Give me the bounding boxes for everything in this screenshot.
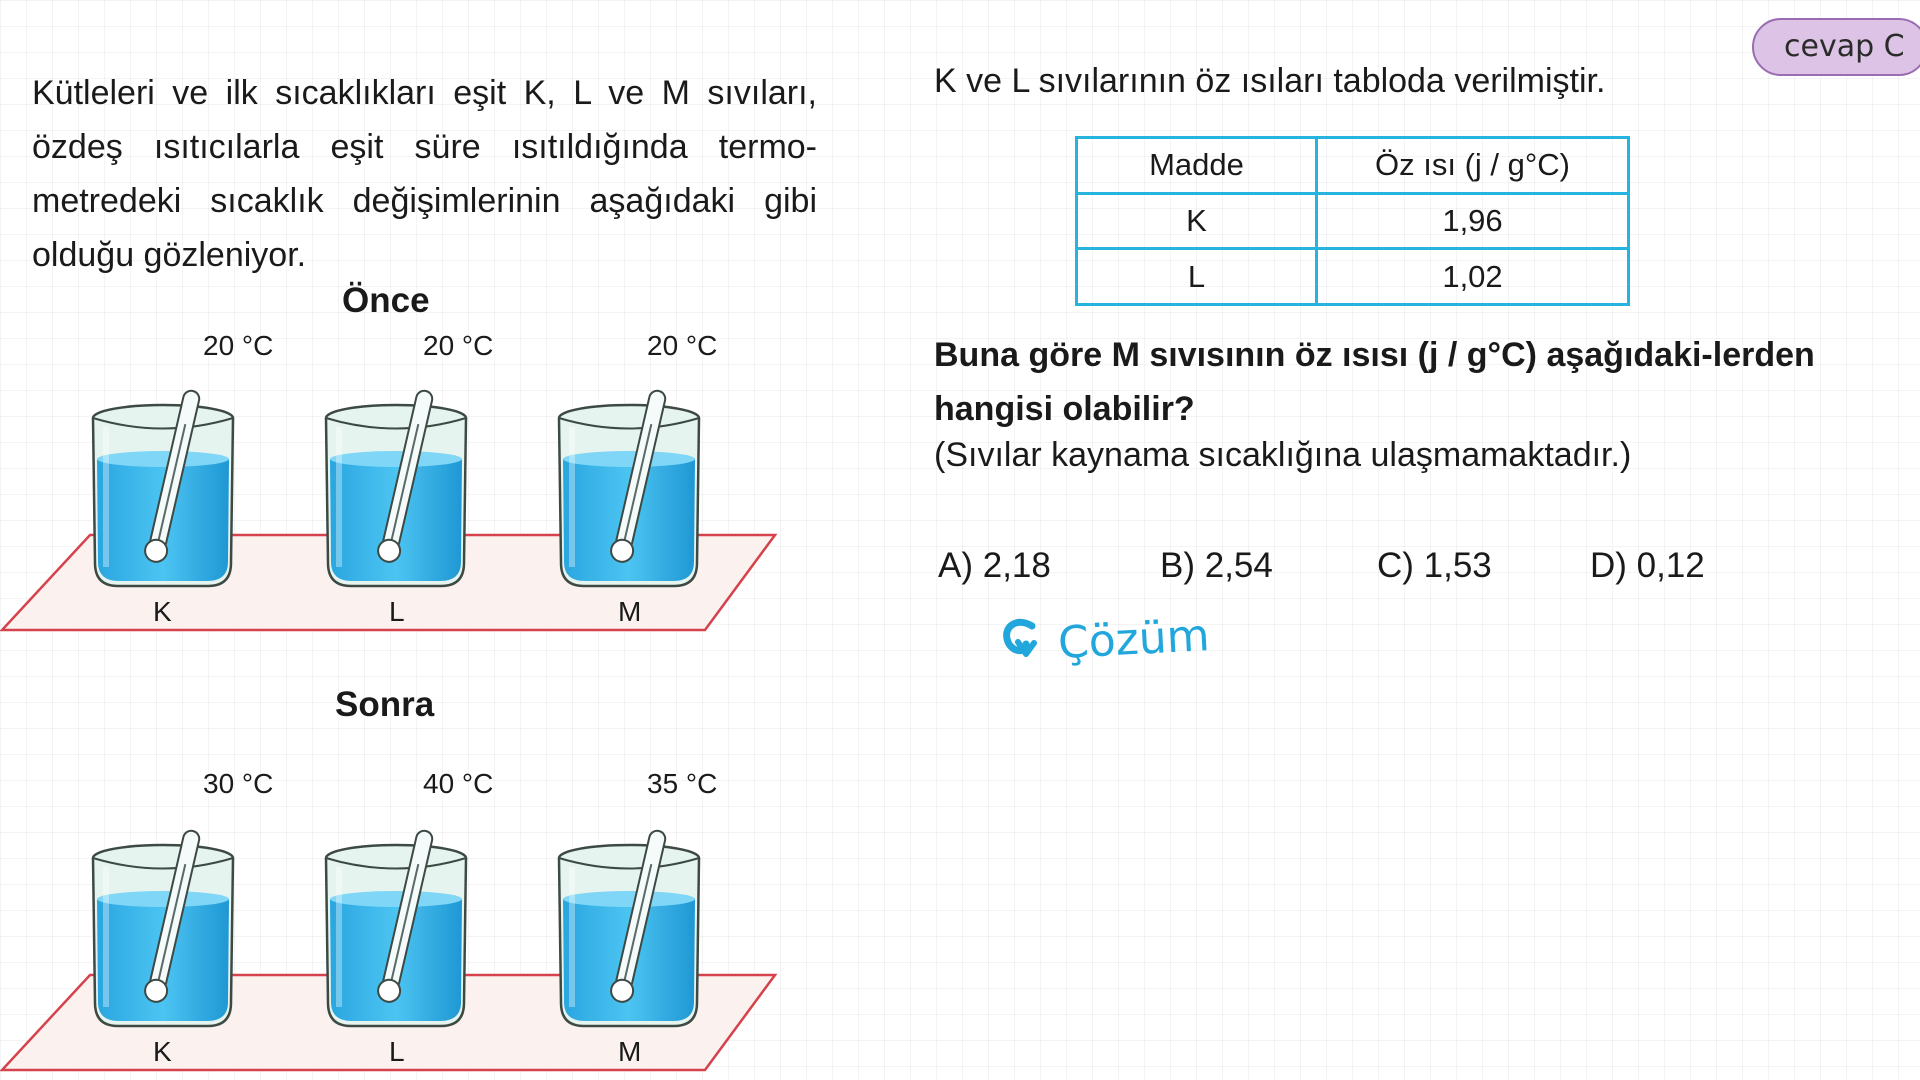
beaker-l-after: [326, 829, 466, 1026]
after-heading: Sonra: [335, 685, 435, 724]
table-header-substance: Madde: [1077, 138, 1317, 194]
beaker-label-l-before: L: [389, 596, 405, 627]
table-row: [1077, 249, 1629, 305]
beaker-label-m-before: M: [618, 596, 642, 627]
option-d[interactable]: D) 0,12: [1590, 546, 1705, 585]
table-intro: K ve L sıvılarının öz ısıları tabloda verilmiştir.: [934, 62, 1606, 100]
option-c[interactable]: C) 1,53: [1377, 546, 1492, 585]
table-header-specific-heat: Öz ısı (j / g°C): [1317, 138, 1629, 194]
temp-label-l-after: 40 °C: [423, 768, 494, 799]
temp-label-k-after: 30 °C: [203, 768, 274, 799]
beaker-m-before: [559, 389, 699, 586]
beaker-k-after: [93, 829, 233, 1026]
beaker-l-before: [326, 389, 466, 586]
temp-label-m-before: 20 °C: [647, 330, 718, 361]
table-cell-value: 1,02: [1317, 249, 1629, 305]
question-text: Buna göre M sıvısının öz ısısı (j / g°C) aşağıdaki-lerden hangisi olabilir?: [934, 336, 1815, 428]
table-cell-substance: K: [1077, 193, 1317, 249]
temp-label-k-before: 20 °C: [203, 330, 274, 361]
beaker-k-before: [93, 389, 233, 586]
option-b[interactable]: B) 2,54: [1160, 546, 1273, 585]
temp-label-m-after: 35 °C: [647, 768, 718, 799]
question-note: (Sıvılar kaynama sıcaklığına ulaşmamaktadır.): [934, 436, 1632, 474]
solution-hook-icon: [996, 614, 1046, 666]
beaker-label-m-after: M: [618, 1036, 642, 1067]
specific-heat-table: [1075, 136, 1630, 306]
table-row: [1077, 193, 1629, 249]
beaker-label-l-after: L: [389, 1036, 405, 1067]
table-cell-value: 1,96: [1317, 193, 1629, 249]
before-heading: Önce: [342, 281, 430, 320]
option-a[interactable]: A) 2,18: [938, 546, 1051, 585]
answer-badge: cevap C: [1752, 18, 1920, 76]
solution-label[interactable]: Çözüm: [1056, 610, 1211, 669]
beaker-m-after: [559, 829, 699, 1026]
beaker-label-k-before: K: [153, 596, 172, 627]
beaker-label-k-after: K: [153, 1036, 172, 1067]
temp-label-l-before: 20 °C: [423, 330, 494, 361]
table-cell-substance: L: [1077, 249, 1317, 305]
table-header-row: [1077, 138, 1629, 194]
intro-text: Kütleleri ve ilk sıcaklıkları eşit K, L ve M sıvıları, özdeş ısıtıcılarla eşit süre ısıtıldığında termo-metredeki sıcaklık değişimlerinin aşağıdaki gibi olduğu gözleniyor.: [32, 74, 817, 274]
